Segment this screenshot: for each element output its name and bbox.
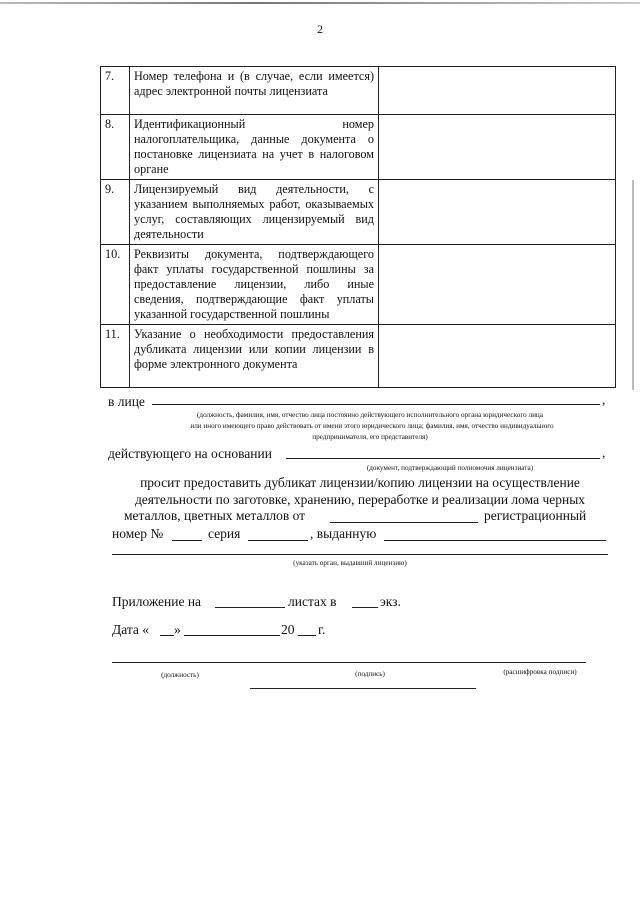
request-line-1: просит предоставить дубликат лицензии/копию лицензии на осуществление xyxy=(140,475,580,490)
table-row xyxy=(101,115,616,180)
extra-signature-line[interactable] xyxy=(250,688,476,689)
row-label: Номер телефона и (в случае, если имеется) адрес электронной почты лицензиата xyxy=(130,67,379,115)
v-litse-hint-3: предпринимателя, его представителя) xyxy=(312,433,428,441)
sign-decode-hint: (расшифровка подписи) xyxy=(503,668,577,676)
row-label: Лицензируемый вид деятельности, с указанием выполняемых работ, оказываемых услуг, составляющих лицензируемый вид деятельности xyxy=(130,180,379,245)
signature-line[interactable] xyxy=(112,662,586,663)
license-date-field[interactable] xyxy=(330,522,478,523)
row-number: 7. xyxy=(101,67,130,115)
license-series-field[interactable] xyxy=(248,540,308,541)
row-value-field[interactable] xyxy=(379,245,616,325)
date-label: Дата « xyxy=(112,622,150,637)
scan-edge-right xyxy=(632,180,634,390)
v-litse-hint-2: или иного имеющего право действовать от имени этого юридического лица; фамилия, имя, отчество индивидуального xyxy=(190,422,554,430)
row-label: Идентификационный номер налогоплательщика, данные документа о постановке лицензиата на учет в налоговом органе xyxy=(130,115,379,180)
issued-label: , выданную xyxy=(310,526,377,541)
date-month-field[interactable] xyxy=(184,635,280,636)
row-value-field[interactable] xyxy=(379,325,616,388)
row-number: 11. xyxy=(101,325,130,388)
row-value-field[interactable] xyxy=(379,67,616,115)
osnovanie-comma: , xyxy=(602,445,606,460)
v-litse-comma: , xyxy=(602,392,606,407)
scan-edge-top xyxy=(0,2,640,4)
osnovanie-label: действующего на основании xyxy=(108,446,272,461)
osnovanie-field[interactable] xyxy=(286,458,600,459)
number-label: номер № xyxy=(112,526,164,541)
sign-signature-hint: (подпись) xyxy=(355,670,385,678)
attachment-label: Приложение на xyxy=(112,594,202,609)
row-label: Реквизиты документа, подтверждающего факт уплаты государственной пошлины за предоставление лицензии, либо иные сведения, подтверждающие факт уплаты указанной государственной пошлины xyxy=(130,245,379,325)
request-line-3-start: металлов, цветных металлов от xyxy=(124,508,306,523)
row-value-field[interactable] xyxy=(379,115,616,180)
series-label: серия xyxy=(208,526,241,541)
date-year-suffix: г. xyxy=(318,622,326,637)
attachment-sheets-label: листах в xyxy=(288,594,337,609)
row-number: 10. xyxy=(101,245,130,325)
table-row xyxy=(101,67,616,115)
issued-by-field-continued[interactable] xyxy=(112,554,608,555)
date-day-close: » xyxy=(174,622,181,637)
issued-by-field[interactable] xyxy=(384,540,606,541)
v-litse-label: в лице xyxy=(108,394,145,409)
request-line-3-end: регистрационный xyxy=(484,508,587,523)
v-litse-field[interactable] xyxy=(152,404,600,405)
sign-position-hint: (должность) xyxy=(161,671,199,679)
row-label: Указание о необходимости предоставления дубликата лицензии или копии лицензии в форме электронного документа xyxy=(130,325,379,388)
request-line-2: деятельности по заготовке, хранению, переработке и реализации лома черных xyxy=(134,492,586,507)
row-number: 8. xyxy=(101,115,130,180)
v-litse-hint-1: (должность, фамилия, имя, отчество лица постоянно действующего исполнительного органа юридического лица xyxy=(197,411,543,419)
attachment-copies-field[interactable] xyxy=(352,607,378,608)
date-year-field[interactable] xyxy=(298,635,316,636)
date-day-field[interactable] xyxy=(160,635,174,636)
row-value-field[interactable] xyxy=(379,180,616,245)
date-year-prefix: 20 xyxy=(281,622,295,637)
page-number: 2 xyxy=(317,22,323,36)
license-info-table xyxy=(100,66,616,388)
row-number: 9. xyxy=(101,180,130,245)
table-row xyxy=(101,245,616,325)
organ-hint: (указать орган, выдавший лицензию) xyxy=(293,559,407,567)
attachment-copies-label: экз. xyxy=(380,594,401,609)
table-row xyxy=(101,325,616,388)
table-row xyxy=(101,180,616,245)
osnovanie-hint: (документ, подтверждающий полномочия лицензиата) xyxy=(366,464,534,472)
attachment-sheets-field[interactable] xyxy=(215,607,285,608)
license-number-field[interactable] xyxy=(172,540,202,541)
